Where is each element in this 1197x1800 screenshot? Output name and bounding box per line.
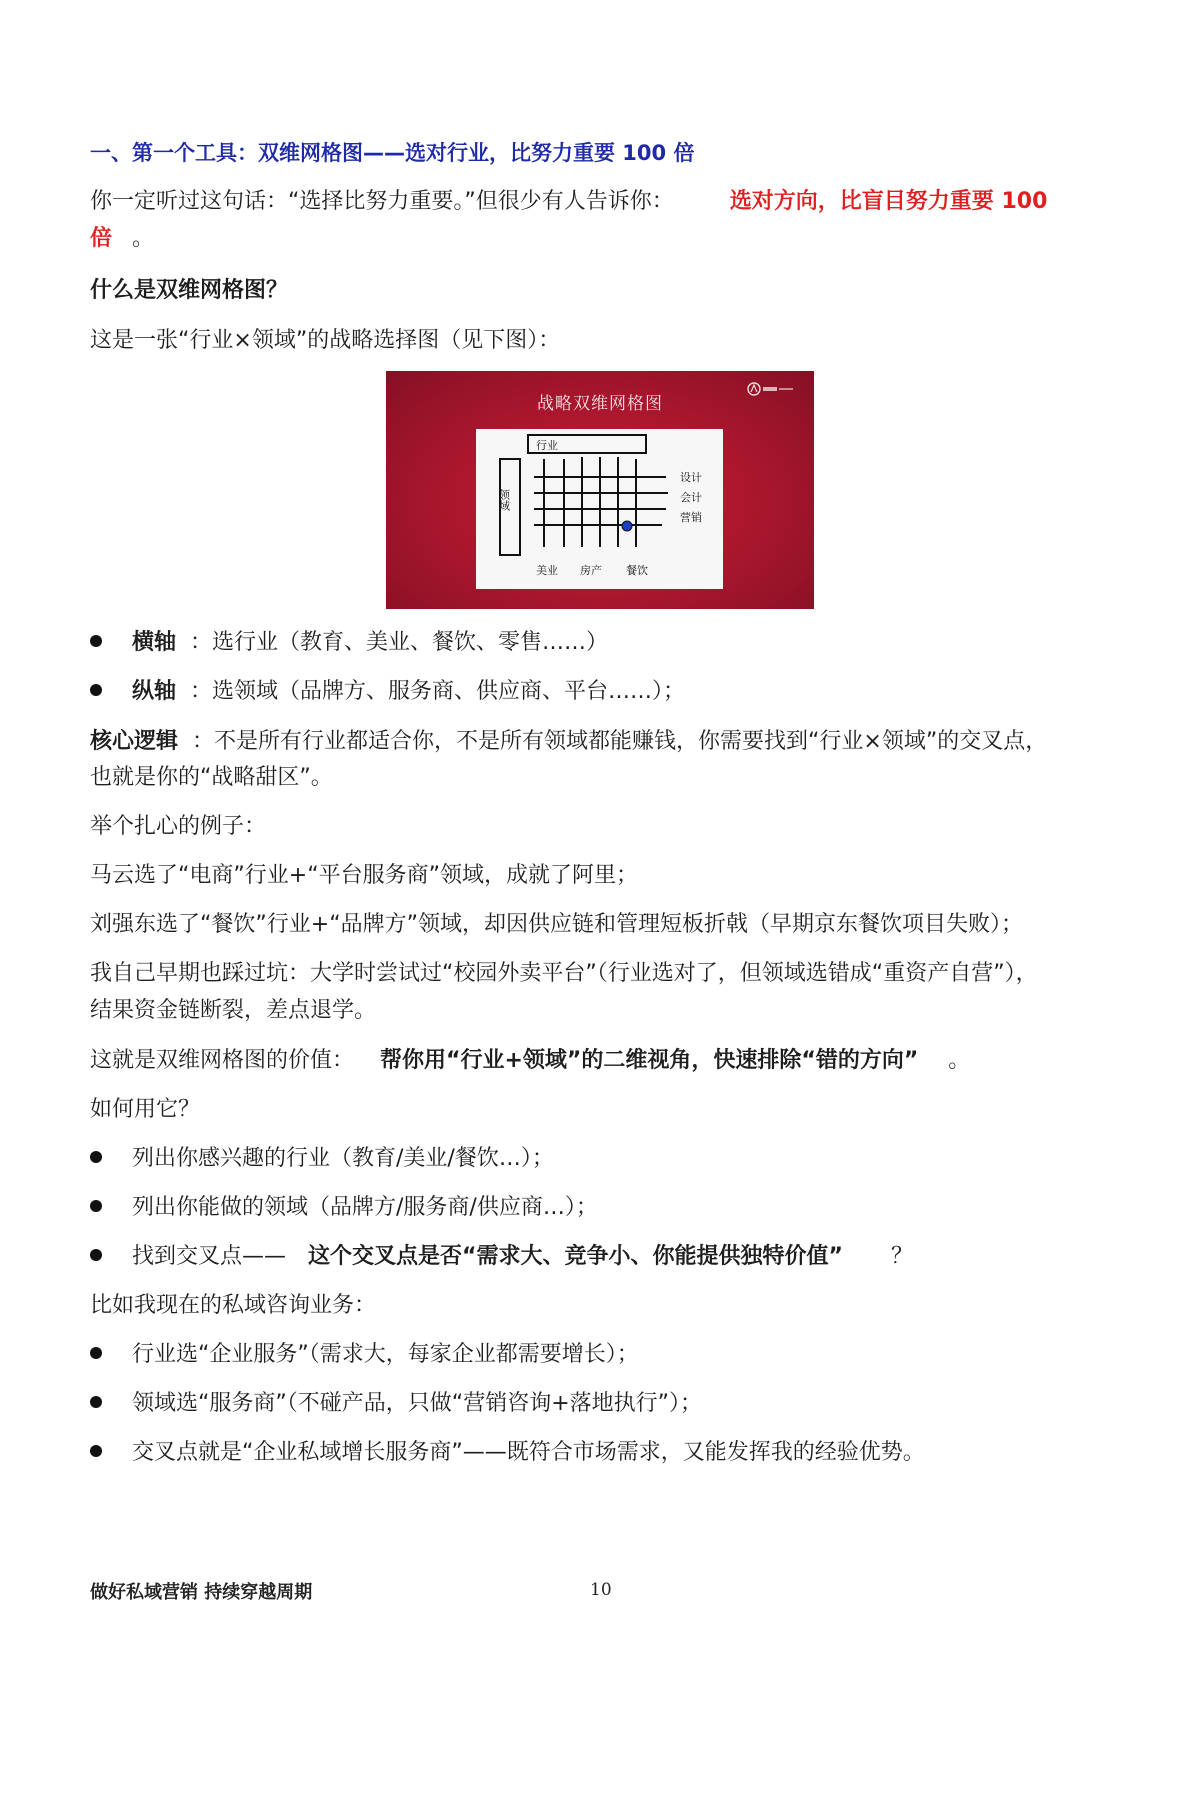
example-item: 刘强东选了“餐饮”行业+“品牌方”领域，却因供应链和管理短板折戟（早期京东餐饮项目失败）； — [90, 912, 1024, 937]
right-label-3: 营销 — [680, 511, 702, 524]
page-number: 10 — [590, 1580, 612, 1600]
mine-text: 交叉点就是“企业私域增长服务商”——既符合市场需求，又能发挥我的经验优势。 — [132, 1440, 925, 1465]
hand-drawn-grid — [476, 429, 723, 589]
howto-heading: 如何用它？ — [90, 1097, 201, 1122]
right-label-1: 设计 — [680, 471, 702, 484]
footer-slogan: 做好私域营销 持续穿越周期 — [90, 1582, 313, 1603]
core-logic-line — [90, 727, 1047, 757]
axis-label: 横轴 — [132, 630, 177, 655]
board-header-label: 行业 — [536, 439, 558, 452]
axis-item-vertical — [90, 677, 685, 707]
example-item: 结果资金链断裂，差点退学。 — [90, 998, 377, 1023]
brand-logo-icon — [746, 379, 796, 399]
axis-text: ：选行业（教育、美业、餐饮、零售……） — [190, 630, 609, 655]
mine-item — [90, 1438, 925, 1468]
value-end: 。 — [948, 1048, 971, 1073]
board-left-label: 领域 — [497, 489, 511, 511]
section-title: 一、第一个工具：双维网格图——选对行业，比努力重要 100 倍 — [90, 141, 695, 165]
intro-end: 。 — [132, 226, 155, 251]
bullet-icon — [90, 1249, 102, 1261]
bottom-label-3: 餐饮 — [626, 564, 648, 577]
howto-last-bold: 这个交叉点是否“需求大、竞争小、你能提供独特价值” — [308, 1244, 843, 1269]
figure-title: 战略双维网格图 — [537, 394, 663, 414]
value-bold: 帮你用“行业+领域”的二维视角，快速排除“错的方向” — [380, 1048, 919, 1073]
howto-text: 列出你能做的领域（品牌方/服务商/供应商…）； — [132, 1195, 598, 1220]
bullet-icon — [90, 1347, 102, 1359]
intro-highlight: 选对方向，比盲目努力重要 100 — [729, 189, 1048, 214]
intro-highlight-2: 倍 — [90, 226, 113, 251]
bullet-icon — [90, 1396, 102, 1408]
mine-text: 行业选“企业服务”（需求大，每家企业都需要增长）； — [132, 1342, 639, 1367]
axis-text: ：选领域（品牌方、服务商、供应商、平台……）； — [190, 679, 686, 704]
howto-last-text: 找到交叉点—— — [132, 1244, 287, 1269]
intro-line-2 — [90, 224, 154, 254]
bullet-icon — [90, 1445, 102, 1457]
mine-item — [90, 1340, 639, 1370]
intro-text: 你一定听过这句话：“选择比努力重要。”但很少有人告诉你： — [90, 189, 674, 214]
howto-item-last — [90, 1242, 913, 1272]
strategy-grid-figure — [386, 371, 814, 609]
mine-item — [90, 1389, 702, 1419]
example-item: 我自己早期也踩过坑：大学时尝试过“校园外卖平台”（行业选对了，但领域选错成“重资产自营”）， — [90, 961, 1038, 986]
bottom-label-2: 房产 — [580, 564, 602, 577]
mine-text: 领域选“服务商”（不碰产品，只做“营销咨询+落地执行”）； — [132, 1391, 703, 1416]
axis-label: 纵轴 — [132, 679, 177, 704]
whiteboard — [476, 429, 723, 589]
intro-line — [90, 187, 1047, 217]
howto-item — [90, 1144, 554, 1174]
figure-intro: 这是一张“行业×领域”的战略选择图（见下图）： — [90, 328, 561, 353]
axis-item-horizontal — [90, 628, 608, 658]
bottom-label-1: 美业 — [536, 564, 558, 577]
howto-item — [90, 1193, 598, 1223]
example-heading: 举个扎心的例子： — [90, 814, 267, 839]
mine-heading: 比如我现在的私域咨询业务： — [90, 1293, 377, 1318]
example-item: 马云选了“电商”行业+“平台服务商”领域，成就了阿里； — [90, 863, 639, 888]
question-heading: 什么是双维网格图？ — [90, 278, 289, 303]
bullet-icon — [90, 1151, 102, 1163]
howto-last-end: ？ — [890, 1244, 913, 1269]
bullet-icon — [90, 635, 102, 647]
howto-text: 列出你感兴趣的行业（教育/美业/餐饮…）； — [132, 1146, 554, 1171]
core-logic-label: 核心逻辑 — [90, 729, 179, 754]
core-logic-text: ：不是所有行业都适合你，不是所有领域都能赚钱，你需要找到“行业×领域”的交叉点， — [192, 729, 1048, 754]
value-text: 这就是双维网格图的价值： — [90, 1048, 355, 1073]
core-logic-line-2: 也就是你的“战略甜区”。 — [90, 765, 333, 790]
bullet-icon — [90, 684, 102, 696]
right-label-2: 会计 — [680, 491, 702, 504]
value-line — [90, 1046, 970, 1076]
bullet-icon — [90, 1200, 102, 1212]
